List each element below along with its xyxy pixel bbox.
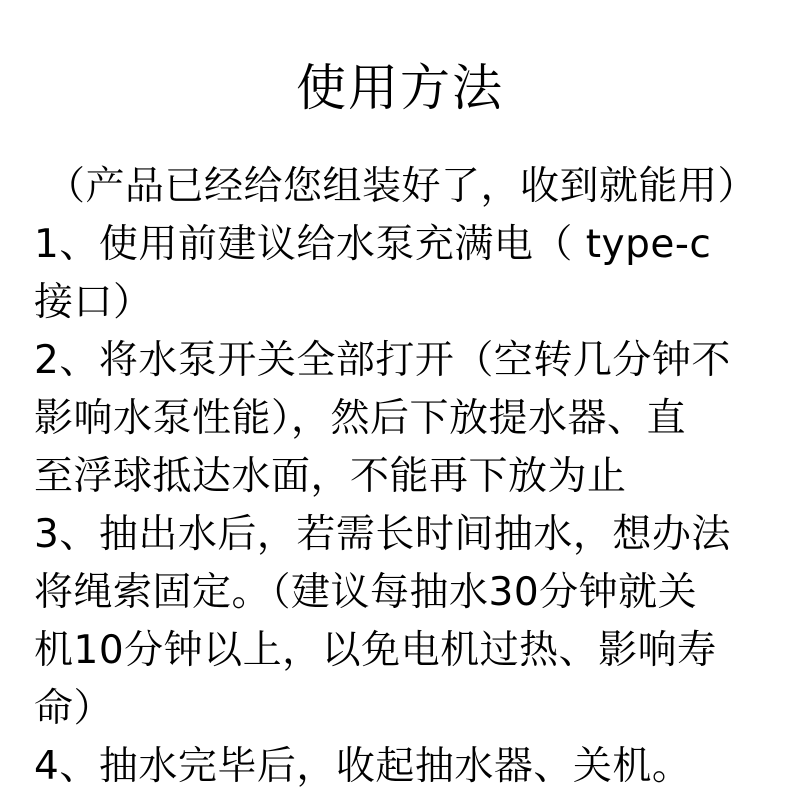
page-title: 使用方法 — [296, 59, 504, 117]
step-3-line-2: 将绳索固定。（建议每抽水30分钟就关 — [34, 570, 698, 615]
step-2-line-2: 影响水泵性能），然后下放提水器、直 — [34, 396, 687, 441]
step-3-line-3: 机10分钟以上，以免电机过热、影响寿 — [34, 628, 717, 673]
step-1-line-2: 接口） — [34, 280, 153, 325]
step-4-line-1: 4、抽水完毕后，收起抽水器、关机。 — [34, 744, 692, 789]
step-3-line-1: 3、抽出水后，若需长时间抽水，想办法 — [34, 512, 731, 557]
instruction-body — [34, 158, 794, 796]
step-2-line-1: 2、将水泵开关全部打开（空转几分钟不 — [34, 338, 731, 383]
intro-line: （产品已经给您组装好了，收到就能用） — [46, 164, 758, 209]
step-1-line-1: 1、使用前建议给水泵充满电（ type-c — [34, 222, 712, 267]
step-3-line-4: 命） — [34, 686, 114, 731]
step-2-line-3: 至浮球抵达水面，不能再下放为止 — [34, 454, 627, 499]
